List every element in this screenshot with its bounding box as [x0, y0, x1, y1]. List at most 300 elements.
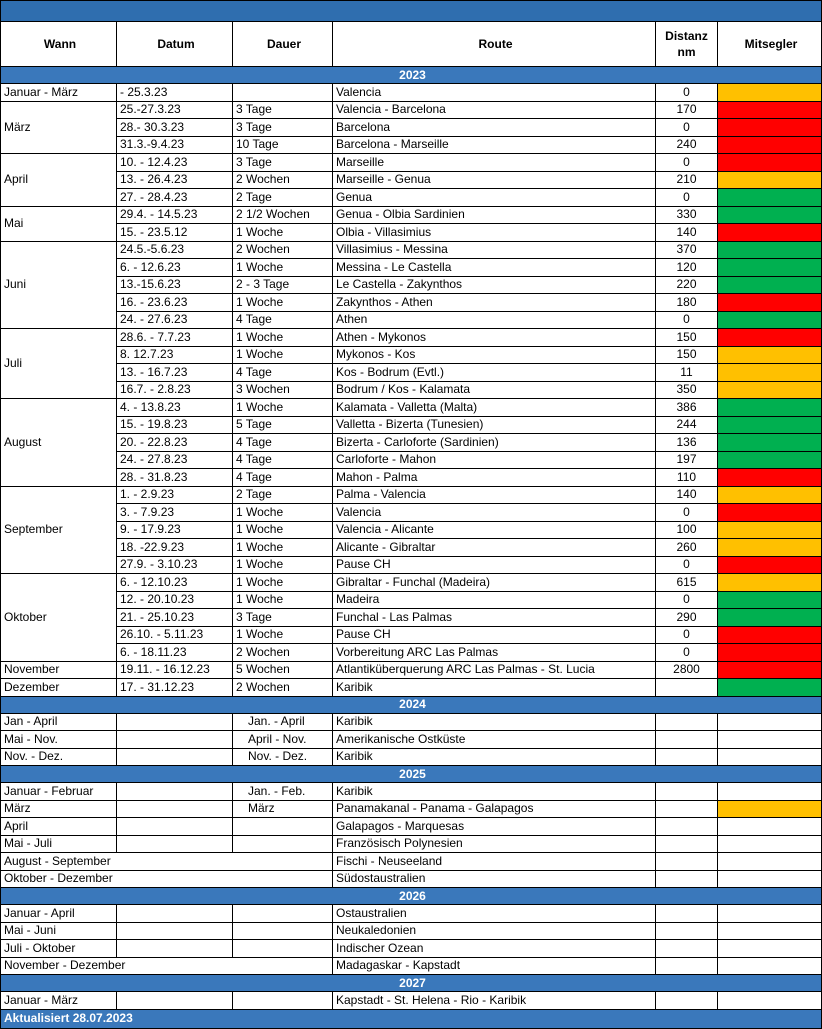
header-distanz-label: Distanz nm: [665, 29, 708, 59]
cell-distanz: [656, 835, 718, 853]
cell-route: Olbia - Villasimius: [333, 224, 656, 242]
cell-datum: 16.7. - 2.8.23: [117, 381, 233, 399]
cell-mitsegler-status: [718, 539, 822, 557]
cell-distanz: [656, 783, 718, 801]
schedule-row: [1, 486, 822, 504]
schedule-row: [1, 521, 822, 539]
cell-wann: Januar - Februar: [1, 783, 117, 801]
schedule-row: [1, 574, 822, 592]
cell-route: Panamakanal - Panama - Galapagos: [333, 800, 656, 818]
cell-distanz: [656, 713, 718, 731]
cell-route: Pause CH: [333, 626, 656, 644]
cell-dauer: 1 Woche: [233, 574, 333, 592]
cell-dauer: Nov. - Dez.: [233, 748, 333, 766]
cell-dauer: 5 Tage: [233, 416, 333, 434]
cell-distanz: 0: [656, 504, 718, 522]
cell-dauer: 4 Tage: [233, 311, 333, 329]
cell-wann: Oktober: [1, 574, 117, 662]
cell-route: Gibraltar - Funchal (Madeira): [333, 574, 656, 592]
cell-mitsegler-status: [718, 992, 822, 1010]
cell-distanz: 100: [656, 521, 718, 539]
cell-mitsegler-status: [718, 311, 822, 329]
cell-mitsegler-status: [718, 835, 822, 853]
cell-distanz: 120: [656, 259, 718, 277]
cell-datum: 17. - 31.12.23: [117, 679, 233, 697]
year-row: [1, 696, 822, 713]
cell-distanz: 11: [656, 364, 718, 382]
schedule-row: [1, 189, 822, 207]
cell-distanz: 180: [656, 294, 718, 312]
cell-dauer: 2 1/2 Wochen: [233, 206, 333, 224]
cell-dauer: 5 Wochen: [233, 661, 333, 679]
cell-distanz: [656, 853, 718, 871]
cell-route: Valencia - Barcelona: [333, 101, 656, 119]
cell-dauer: Jan. - April: [233, 713, 333, 731]
cell-datum: [117, 835, 233, 853]
cell-dauer: 1 Woche: [233, 539, 333, 557]
schedule-row: [1, 364, 822, 382]
schedule-row: [1, 922, 822, 940]
year-row: [1, 888, 822, 905]
cell-distanz: 240: [656, 136, 718, 154]
cell-distanz: 330: [656, 206, 718, 224]
cell-wann: März: [1, 101, 117, 154]
cell-mitsegler-status: [718, 486, 822, 504]
schedule-row: [1, 504, 822, 522]
schedule-row: [1, 154, 822, 172]
cell-dauer: [233, 940, 333, 958]
header-route: Route: [333, 22, 656, 67]
cell-distanz: 615: [656, 574, 718, 592]
cell-route: Athen: [333, 311, 656, 329]
cell-mitsegler-status: [718, 136, 822, 154]
cell-route: Kalamata - Valletta (Malta): [333, 399, 656, 417]
cell-route: Carloforte - Mahon: [333, 451, 656, 469]
cell-dauer: 1 Woche: [233, 626, 333, 644]
cell-wann: Januar - März: [1, 84, 117, 102]
cell-route: Marseille - Genua: [333, 171, 656, 189]
cell-datum: 6. - 12.6.23: [117, 259, 233, 277]
cell-distanz: 136: [656, 434, 718, 452]
cell-distanz: 370: [656, 241, 718, 259]
cell-route: Karibik: [333, 713, 656, 731]
cell-dauer: 2 Wochen: [233, 644, 333, 662]
cell-datum: 10. - 12.4.23: [117, 154, 233, 172]
schedule-row: [1, 224, 822, 242]
cell-wann: April: [1, 818, 117, 836]
cell-wann: März: [1, 800, 117, 818]
cell-mitsegler-status: [718, 713, 822, 731]
footer-row: [1, 1009, 822, 1028]
cell-wann: August - September: [1, 853, 333, 871]
schedule-row: [1, 748, 822, 766]
cell-mitsegler-status: [718, 609, 822, 627]
cell-route: Karibik: [333, 748, 656, 766]
cell-mitsegler-status: [718, 101, 822, 119]
schedule-row: [1, 644, 822, 662]
cell-mitsegler-status: [718, 346, 822, 364]
schedule-row: [1, 940, 822, 958]
cell-dauer: 1 Woche: [233, 346, 333, 364]
cell-wann: Mai - Nov.: [1, 731, 117, 749]
cell-dauer: 1 Woche: [233, 259, 333, 277]
schedule-row: [1, 101, 822, 119]
schedule-row: [1, 713, 822, 731]
cell-dauer: [233, 922, 333, 940]
schedule-row: [1, 276, 822, 294]
cell-datum: 18. -22.9.23: [117, 539, 233, 557]
cell-route: Bizerta - Carloforte (Sardinien): [333, 434, 656, 452]
schedule-row: [1, 835, 822, 853]
cell-mitsegler-status: [718, 800, 822, 818]
header-distanz: [656, 22, 718, 67]
cell-route: Französisch Polynesien: [333, 835, 656, 853]
year-label: 2026: [1, 888, 822, 905]
footer-updated: Aktualisiert 28.07.2023: [1, 1009, 822, 1028]
cell-distanz: 0: [656, 154, 718, 172]
cell-mitsegler-status: [718, 434, 822, 452]
cell-dauer: [233, 835, 333, 853]
cell-mitsegler-status: [718, 224, 822, 242]
cell-datum: 20. - 22.8.23: [117, 434, 233, 452]
cell-route: Villasimius - Messina: [333, 241, 656, 259]
cell-route: Barcelona - Marseille: [333, 136, 656, 154]
cell-route: Marseille: [333, 154, 656, 172]
schedule-row: [1, 731, 822, 749]
cell-dauer: 2 Tage: [233, 189, 333, 207]
cell-distanz: [656, 957, 718, 975]
cell-dauer: [233, 992, 333, 1010]
cell-mitsegler-status: [718, 521, 822, 539]
cell-dauer: 3 Tage: [233, 101, 333, 119]
cell-dauer: 1 Woche: [233, 329, 333, 347]
cell-distanz: 350: [656, 381, 718, 399]
cell-mitsegler-status: [718, 451, 822, 469]
cell-dauer: 1 Woche: [233, 294, 333, 312]
cell-wann: August: [1, 399, 117, 487]
schedule-row: [1, 626, 822, 644]
cell-mitsegler-status: [718, 853, 822, 871]
cell-wann: Mai - Juli: [1, 835, 117, 853]
cell-datum: 13.-15.6.23: [117, 276, 233, 294]
cell-distanz: [656, 679, 718, 697]
cell-distanz: 220: [656, 276, 718, 294]
cell-distanz: 0: [656, 556, 718, 574]
cell-wann: Oktober - Dezember: [1, 870, 333, 888]
cell-dauer: [233, 84, 333, 102]
cell-datum: 19.11. - 16.12.23: [117, 661, 233, 679]
schedule-row: [1, 661, 822, 679]
cell-wann: April: [1, 154, 117, 207]
schedule-row: [1, 416, 822, 434]
cell-route: Madagaskar - Kapstadt: [333, 957, 656, 975]
cell-distanz: 0: [656, 311, 718, 329]
schedule-row: [1, 206, 822, 224]
cell-dauer: 2 Wochen: [233, 171, 333, 189]
cell-route: Karibik: [333, 679, 656, 697]
top-bar-cell: [1, 1, 822, 22]
cell-route: Karibik: [333, 783, 656, 801]
cell-mitsegler-status: [718, 922, 822, 940]
cell-datum: 31.3.-9.4.23: [117, 136, 233, 154]
cell-dauer: 4 Tage: [233, 469, 333, 487]
cell-distanz: 110: [656, 469, 718, 487]
cell-mitsegler-status: [718, 469, 822, 487]
cell-distanz: 150: [656, 329, 718, 347]
schedule-row: [1, 399, 822, 417]
cell-route: Mykonos - Kos: [333, 346, 656, 364]
cell-dauer: 4 Tage: [233, 434, 333, 452]
cell-wann: Mai: [1, 206, 117, 241]
cell-mitsegler-status: [718, 381, 822, 399]
cell-mitsegler-status: [718, 574, 822, 592]
cell-mitsegler-status: [718, 905, 822, 923]
cell-datum: [117, 731, 233, 749]
cell-datum: 1. - 2.9.23: [117, 486, 233, 504]
cell-mitsegler-status: [718, 679, 822, 697]
schedule-row: [1, 329, 822, 347]
cell-datum: 26.10. - 5.11.23: [117, 626, 233, 644]
cell-dauer: 3 Tage: [233, 609, 333, 627]
cell-route: Kapstadt - St. Helena - Rio - Karibik: [333, 992, 656, 1010]
schedule-row: [1, 119, 822, 137]
cell-mitsegler-status: [718, 276, 822, 294]
cell-datum: 27.9. - 3.10.23: [117, 556, 233, 574]
cell-wann: Juni: [1, 241, 117, 329]
cell-mitsegler-status: [718, 84, 822, 102]
cell-route: Zakynthos - Athen: [333, 294, 656, 312]
header-datum: Datum: [117, 22, 233, 67]
cell-distanz: 0: [656, 591, 718, 609]
cell-mitsegler-status: [718, 329, 822, 347]
cell-distanz: [656, 905, 718, 923]
cell-mitsegler-status: [718, 259, 822, 277]
cell-mitsegler-status: [718, 661, 822, 679]
cell-datum: 12. - 20.10.23: [117, 591, 233, 609]
cell-route: Galapagos - Marquesas: [333, 818, 656, 836]
cell-route: Neukaledonien: [333, 922, 656, 940]
cell-datum: 28. - 31.8.23: [117, 469, 233, 487]
cell-datum: 21. - 25.10.23: [117, 609, 233, 627]
cell-distanz: 0: [656, 84, 718, 102]
cell-route: Barcelona: [333, 119, 656, 137]
schedule-row: [1, 783, 822, 801]
cell-dauer: 2 Wochen: [233, 241, 333, 259]
cell-wann: Januar - April: [1, 905, 117, 923]
cell-datum: [117, 783, 233, 801]
cell-route: Valencia: [333, 84, 656, 102]
cell-mitsegler-status: [718, 416, 822, 434]
cell-mitsegler-status: [718, 119, 822, 137]
cell-distanz: 0: [656, 644, 718, 662]
schedule-row: [1, 800, 822, 818]
cell-dauer: 1 Woche: [233, 399, 333, 417]
cell-dauer: 2 Wochen: [233, 679, 333, 697]
year-row: [1, 67, 822, 84]
cell-distanz: [656, 731, 718, 749]
cell-mitsegler-status: [718, 171, 822, 189]
cell-datum: 28.6. - 7.7.23: [117, 329, 233, 347]
cell-distanz: 210: [656, 171, 718, 189]
cell-wann: Mai - Juni: [1, 922, 117, 940]
cell-route: Südostaustralien: [333, 870, 656, 888]
schedule-row: [1, 992, 822, 1010]
year-row: [1, 975, 822, 992]
schedule-row: [1, 905, 822, 923]
cell-dauer: 1 Woche: [233, 556, 333, 574]
schedule-row: [1, 556, 822, 574]
cell-distanz: 140: [656, 224, 718, 242]
schedule-row: [1, 818, 822, 836]
cell-distanz: [656, 818, 718, 836]
cell-dauer: 4 Tage: [233, 364, 333, 382]
cell-datum: 29.4. - 14.5.23: [117, 206, 233, 224]
cell-mitsegler-status: [718, 189, 822, 207]
cell-mitsegler-status: [718, 364, 822, 382]
cell-route: Amerikanische Ostküste: [333, 731, 656, 749]
cell-distanz: 140: [656, 486, 718, 504]
cell-datum: 24.5.-5.6.23: [117, 241, 233, 259]
cell-mitsegler-status: [718, 626, 822, 644]
schedule-row: [1, 294, 822, 312]
cell-distanz: 2800: [656, 661, 718, 679]
cell-datum: [117, 800, 233, 818]
cell-distanz: 290: [656, 609, 718, 627]
cell-datum: - 25.3.23: [117, 84, 233, 102]
cell-distanz: 150: [656, 346, 718, 364]
schedule-row: [1, 591, 822, 609]
schedule-row: [1, 679, 822, 697]
cell-route: Funchal - Las Palmas: [333, 609, 656, 627]
cell-route: Valletta - Bizerta (Tunesien): [333, 416, 656, 434]
cell-dauer: 1 Woche: [233, 504, 333, 522]
top-bar: [1, 1, 822, 22]
cell-distanz: 244: [656, 416, 718, 434]
cell-dauer: März: [233, 800, 333, 818]
cell-datum: 25.-27.3.23: [117, 101, 233, 119]
cell-wann: Juli - Oktober: [1, 940, 117, 958]
schedule-row: [1, 469, 822, 487]
cell-route: Genua: [333, 189, 656, 207]
cell-wann: September: [1, 486, 117, 574]
cell-mitsegler-status: [718, 399, 822, 417]
cell-route: Le Castella - Zakynthos: [333, 276, 656, 294]
cell-route: Bodrum / Kos - Kalamata: [333, 381, 656, 399]
cell-route: Pause CH: [333, 556, 656, 574]
cell-dauer: 10 Tage: [233, 136, 333, 154]
cell-mitsegler-status: [718, 504, 822, 522]
cell-dauer: 1 Woche: [233, 521, 333, 539]
cell-distanz: 0: [656, 626, 718, 644]
cell-mitsegler-status: [718, 940, 822, 958]
cell-distanz: [656, 940, 718, 958]
cell-dauer: 3 Wochen: [233, 381, 333, 399]
cell-mitsegler-status: [718, 644, 822, 662]
schedule-row: [1, 241, 822, 259]
cell-datum: 16. - 23.6.23: [117, 294, 233, 312]
cell-dauer: 1 Woche: [233, 591, 333, 609]
cell-distanz: [656, 922, 718, 940]
cell-wann: Jan - April: [1, 713, 117, 731]
cell-datum: 15. - 23.5.12: [117, 224, 233, 242]
cell-mitsegler-status: [718, 241, 822, 259]
cell-dauer: 3 Tage: [233, 154, 333, 172]
cell-route: Indischer Ozean: [333, 940, 656, 958]
cell-route: Athen - Mykonos: [333, 329, 656, 347]
cell-route: Ostaustralien: [333, 905, 656, 923]
header-dauer: Dauer: [233, 22, 333, 67]
schedule-row: [1, 311, 822, 329]
schedule-row: [1, 853, 822, 871]
cell-datum: 15. - 19.8.23: [117, 416, 233, 434]
cell-mitsegler-status: [718, 731, 822, 749]
cell-mitsegler-status: [718, 783, 822, 801]
schedule-row: [1, 136, 822, 154]
year-label: 2027: [1, 975, 822, 992]
cell-mitsegler-status: [718, 591, 822, 609]
cell-route: Alicante - Gibraltar: [333, 539, 656, 557]
cell-datum: 4. - 13.8.23: [117, 399, 233, 417]
schedule-row: [1, 434, 822, 452]
cell-datum: 9. - 17.9.23: [117, 521, 233, 539]
cell-route: Vorbereitung ARC Las Palmas: [333, 644, 656, 662]
schedule-row: [1, 957, 822, 975]
cell-mitsegler-status: [718, 294, 822, 312]
cell-mitsegler-status: [718, 818, 822, 836]
cell-wann: Nov. - Dez.: [1, 748, 117, 766]
header-mitsegler: Mitsegler: [718, 22, 822, 67]
year-label: 2024: [1, 696, 822, 713]
cell-datum: 3. - 7.9.23: [117, 504, 233, 522]
cell-mitsegler-status: [718, 957, 822, 975]
cell-distanz: 170: [656, 101, 718, 119]
year-label: 2025: [1, 766, 822, 783]
cell-route: Genua - Olbia Sardinien: [333, 206, 656, 224]
cell-mitsegler-status: [718, 154, 822, 172]
cell-route: Fischi - Neuseeland: [333, 853, 656, 871]
cell-distanz: [656, 992, 718, 1010]
header-wann: Wann: [1, 22, 117, 67]
schedule-row: [1, 539, 822, 557]
cell-distanz: [656, 748, 718, 766]
cell-route: Messina - Le Castella: [333, 259, 656, 277]
year-row: [1, 766, 822, 783]
schedule-row: [1, 259, 822, 277]
cell-datum: 28.- 30.3.23: [117, 119, 233, 137]
cell-datum: [117, 905, 233, 923]
cell-route: Kos - Bodrum (Evtl.): [333, 364, 656, 382]
cell-dauer: 3 Tage: [233, 119, 333, 137]
schedule-row: [1, 84, 822, 102]
cell-datum: [117, 940, 233, 958]
cell-datum: [117, 922, 233, 940]
schedule-row: [1, 451, 822, 469]
cell-datum: 13. - 26.4.23: [117, 171, 233, 189]
cell-distanz: 0: [656, 189, 718, 207]
cell-mitsegler-status: [718, 748, 822, 766]
cell-route: Atlantiküberquerung ARC Las Palmas - St. Lucia: [333, 661, 656, 679]
cell-dauer: Jan. - Feb.: [233, 783, 333, 801]
cell-distanz: 260: [656, 539, 718, 557]
year-label: 2023: [1, 67, 822, 84]
cell-datum: [117, 713, 233, 731]
cell-mitsegler-status: [718, 206, 822, 224]
cell-datum: 13. - 16.7.23: [117, 364, 233, 382]
cell-datum: [117, 992, 233, 1010]
cell-distanz: 386: [656, 399, 718, 417]
schedule-body: [1, 67, 822, 1010]
cell-wann: Juli: [1, 329, 117, 399]
